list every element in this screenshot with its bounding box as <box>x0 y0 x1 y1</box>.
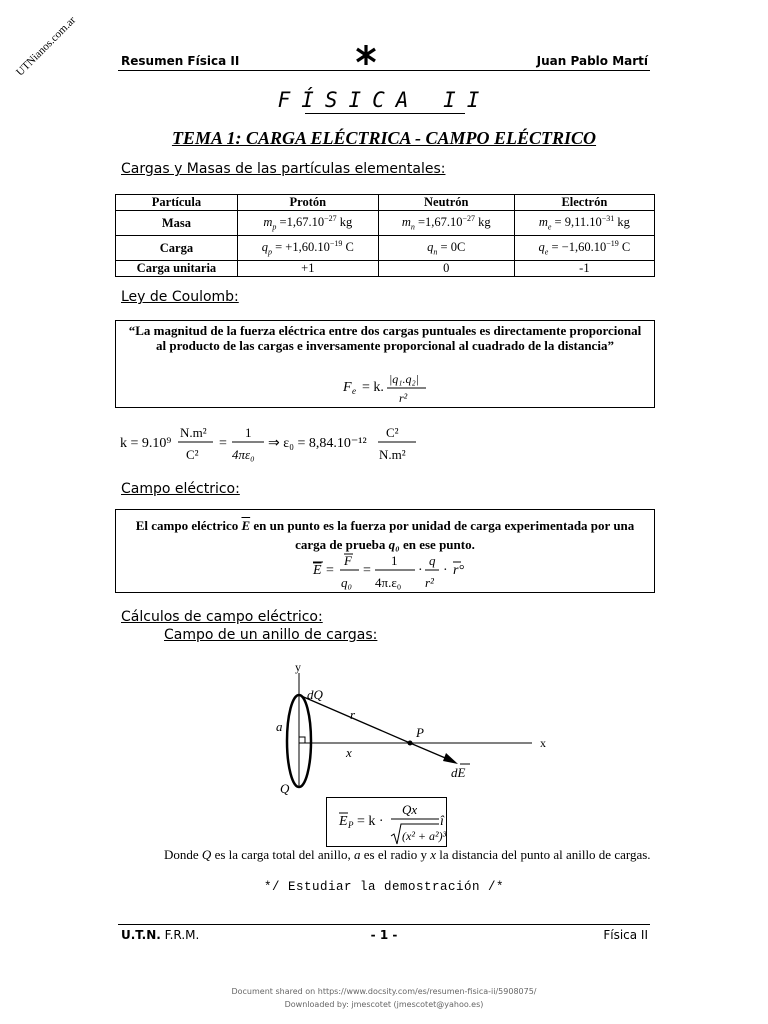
k-frac-den: 4πε₀ <box>232 447 255 462</box>
header-rule <box>118 70 650 71</box>
section-calc-heading: Cálculos de campo eléctrico: <box>121 609 323 625</box>
ring-field-formula <box>327 798 448 848</box>
utn-asterisk-logo-icon <box>355 44 377 66</box>
cell-electron-unit: -1 <box>514 261 654 277</box>
field-f1-den: q₀ <box>341 575 353 590</box>
field-f2-num: 1 <box>391 553 398 568</box>
watermark: UTNianos.com.ar <box>14 14 79 79</box>
footer-institution: U.T.N. F.R.M. <box>121 928 200 942</box>
section-field-heading: Campo eléctrico: <box>121 481 240 497</box>
field-vector-line <box>410 743 450 760</box>
ring-num: Qx <box>402 802 418 817</box>
coulomb-eq: = k. <box>362 380 384 395</box>
label-x-axis: x <box>540 736 546 750</box>
label-q: Q <box>280 781 290 795</box>
coulomb-statement: “La magnitud de la fuerza eléctrica entre dos cargas puntuales es directamente proporcional al producto de las cargas e inversamente proporcional al cuadrado de la distancia” <box>128 323 642 353</box>
table-header-cell: Electrón <box>514 195 654 211</box>
cell-proton-unit: +1 <box>237 261 378 277</box>
ring-field-formula-box <box>326 797 447 847</box>
table-header-row <box>116 195 655 211</box>
header-left-title: Resumen Física II <box>121 54 240 68</box>
cell-electron-charge: $q_e = -1,60.10^{-19}$ C <box>514 236 654 261</box>
header-author: Juan Pablo Martí <box>536 54 648 68</box>
coulomb-formula <box>331 369 441 405</box>
field-formula <box>311 552 491 592</box>
table-row-unit-charge <box>116 261 655 277</box>
cell-electron-mass: $m_e = 9,11.10^{-31}$ kg <box>514 211 654 236</box>
ring-lhs: E <box>339 814 348 829</box>
k-unit-num: N.m² <box>180 425 207 440</box>
table-header-cell: Protón <box>237 195 378 211</box>
row-label-charge: Carga <box>116 236 238 261</box>
cell-neutron-mass: $m_n =1,67.10^{-27}$ kg <box>378 211 514 236</box>
row-label-unit-charge: Carga unitaria <box>116 261 238 277</box>
field-eq2: = <box>363 563 371 578</box>
coulomb-num: |q₁.q₂| <box>389 372 419 386</box>
coulomb-lhs: F <box>343 380 352 395</box>
title-underline <box>305 113 465 114</box>
table-row-charge <box>116 236 655 261</box>
epsilon-unit-num: C² <box>386 425 399 440</box>
field-tail: r° <box>453 563 465 578</box>
label-de: dE <box>451 765 466 780</box>
row-label-mass: Masa <box>116 211 238 236</box>
section-ring-heading: Campo de un anillo de cargas: <box>164 627 378 643</box>
label-r: r <box>350 707 356 722</box>
field-f1-num: F <box>344 553 352 568</box>
label-x-distance: x <box>346 745 352 760</box>
ring-unit-vector: î <box>440 814 444 829</box>
right-angle-mark <box>299 737 305 743</box>
field-dot1: · <box>418 563 423 578</box>
label-dq: dQ <box>307 687 323 702</box>
label-y: y <box>295 660 301 674</box>
share-line: Document shared on https://www.docsity.com/es/resumen-fisica-ii/5908075/ <box>231 987 537 996</box>
document-share-note <box>0 985 768 1011</box>
k-value: k = 9.10⁹ <box>120 436 172 451</box>
coulomb-constant-formula <box>118 422 438 468</box>
cell-neutron-charge: $q_n = 0C$ <box>378 236 514 261</box>
coulomb-den: r² <box>399 391 408 405</box>
k-unit-den: C² <box>186 447 199 462</box>
field-dot2: · <box>443 563 448 578</box>
topic-heading: TEMA 1: CARGA ELÉCTRICA - CAMPO ELÉCTRICO <box>171 128 597 148</box>
field-eq1: = <box>326 563 334 578</box>
epsilon-unit-den: N.m² <box>379 447 406 462</box>
table-row-mass <box>116 211 655 236</box>
cell-proton-charge: $q_p = +1,60.10^{-19}$ C <box>237 236 378 261</box>
particle-table <box>115 194 655 277</box>
ring-of-charge-diagram <box>260 655 560 795</box>
footer-page-number: - 1 - <box>370 928 398 942</box>
electric-field-box <box>115 509 655 593</box>
cell-proton-mass: $m_p =1,67.10^{-27}$ kg <box>237 211 378 236</box>
k-frac-num: 1 <box>245 425 252 440</box>
epsilon-value: ⇒ ε₀ = 8,84.10⁻¹² <box>268 436 367 451</box>
page-title: FÍSICA II <box>277 88 491 112</box>
point-p-dot <box>408 741 413 746</box>
field-lhs: E <box>313 563 322 578</box>
k-eq: = <box>219 436 227 451</box>
field-f3-num: q <box>429 553 436 568</box>
ring-den: (x² + a²)³ <box>402 829 447 843</box>
footer-subject: Física II <box>603 928 648 942</box>
table-header-cell: Partícula <box>116 195 238 211</box>
cell-neutron-unit: 0 <box>378 261 514 277</box>
table-header-cell: Neutrón <box>378 195 514 211</box>
section-coulomb-heading: Ley de Coulomb: <box>121 289 239 305</box>
field-statement: El campo eléctrico $\overline{E}$ en un punto es la fuerza por unidad de carga experimentada por una carga de prueba q₀ en ese punto. <box>135 518 635 552</box>
ring-eq: = k · <box>357 814 384 829</box>
download-line: Downloaded by: jmescotet (jmescotet@yahoo.es) <box>284 1000 484 1009</box>
field-f3-den: r² <box>425 575 434 590</box>
label-p: P <box>416 725 424 740</box>
field-f2-den: 4π.ε₀ <box>375 575 402 590</box>
coulomb-lhs-sub: e <box>352 386 356 396</box>
label-a: a <box>276 719 283 734</box>
coulomb-law-box <box>115 320 655 408</box>
ring-lhs-sub: P <box>348 820 354 830</box>
ring-description: Donde Q es la carga total del anillo, a es el radio y x la distancia del punto al anillo de cargas. <box>164 847 651 862</box>
field-vector-arrowhead <box>443 753 458 764</box>
section-particles-heading: Cargas y Masas de las partículas elementales: <box>121 161 446 177</box>
study-note: */ Estudiar la demostración /* <box>263 880 505 894</box>
footer-rule <box>118 924 650 925</box>
